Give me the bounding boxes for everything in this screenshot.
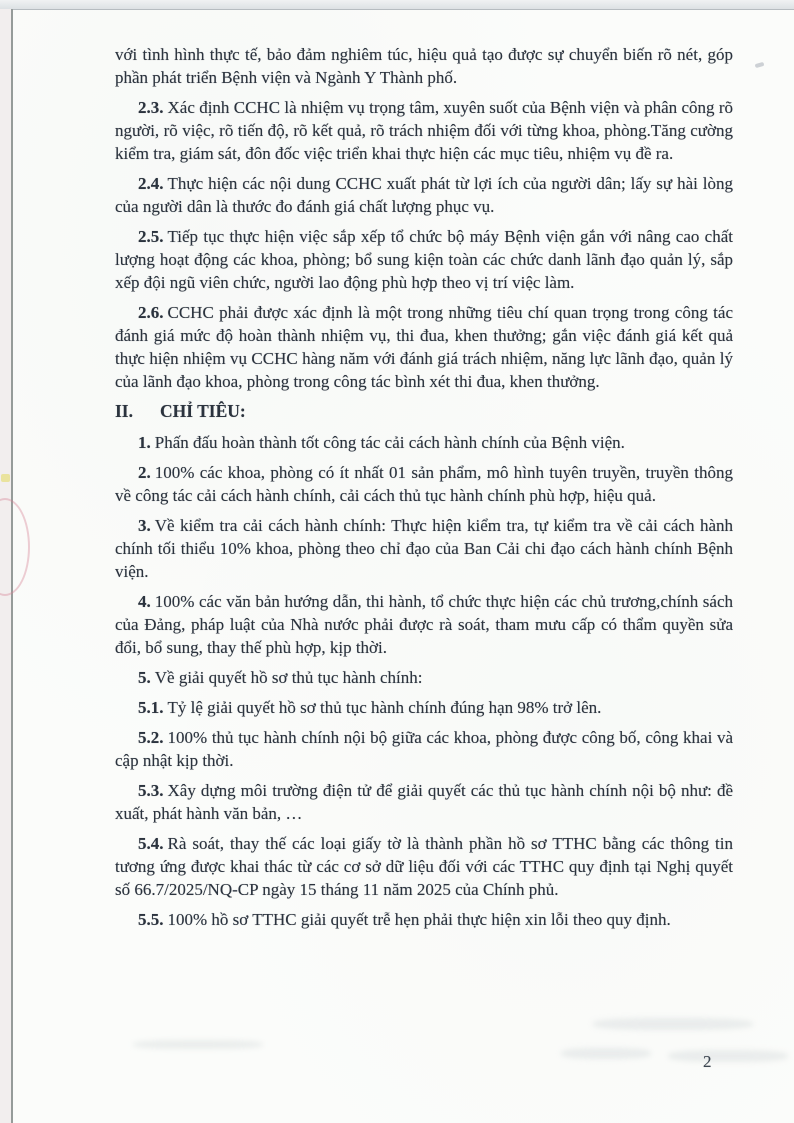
section-heading — [115, 400, 733, 423]
item-number: 3. — [138, 516, 151, 535]
paragraph-2-6 — [115, 301, 733, 393]
paragraph-5-4 — [115, 832, 733, 901]
paragraph-1 — [115, 431, 733, 454]
paragraph-2-3 — [115, 96, 733, 165]
paragraph-text: 100% hồ sơ TTHC giải quyết trễ hẹn phải thực hiện xin lỗi theo quy định. — [167, 910, 671, 929]
paragraph-text: Xác định CCHC là nhiệm vụ trọng tâm, xuyên suốt của Bệnh viện và phân công rõ người, rõ việc, rõ tiến độ, rõ kết quả, rõ trách nhiệm đối với từng khoa, phòng.Tăng cường kiểm tra, giám sát, đôn đốc việc triển khai thực hiện các mục tiêu, nhiệm vụ đề ra. — [115, 98, 733, 163]
ink-bleed-artifact — [668, 1050, 788, 1062]
section-title: CHỈ TIÊU: — [160, 401, 246, 421]
item-number: 2.5. — [138, 227, 164, 246]
pencil-mark-artifact — [755, 62, 765, 68]
paragraph-text: 100% các khoa, phòng có ít nhất 01 sản phẩm, mô hình tuyên truyền, truyền thông về công tác cải cách hành chính, cải cách thủ tục hành chính phù hợp, hiệu quả. — [115, 463, 733, 505]
paragraph-text: Thực hiện các nội dung CCHC xuất phát từ lợi ích của người dân; lấy sự hài lòng của người dân là thước đo đánh giá chất lượng phục vụ. — [115, 174, 733, 216]
item-number: 4. — [138, 592, 151, 611]
paragraph-continuation — [115, 43, 733, 89]
ink-bleed-artifact — [561, 1048, 651, 1059]
page-number: 2 — [703, 1052, 712, 1071]
item-number: 5.1. — [138, 698, 164, 717]
section-numeral: II. — [115, 401, 133, 421]
item-number: 5. — [138, 668, 151, 687]
paragraph-5-2 — [115, 726, 733, 772]
paragraph-2 — [115, 461, 733, 507]
paragraph-4 — [115, 590, 733, 659]
paragraph-5-1 — [115, 696, 733, 719]
paragraph-text: Về giải quyết hồ sơ thủ tục hành chính: — [154, 668, 423, 687]
paragraph-text: Xây dựng môi trường điện tử để giải quyết các thủ tục hành chính nội bộ như: đề xuất, phát hành văn bản, … — [115, 781, 733, 823]
edge-speck-artifact — [1, 474, 10, 482]
paragraph-text: Tiếp tục thực hiện việc sắp xếp tổ chức bộ máy Bệnh viện gắn với nâng cao chất lượng hoạt động các khoa, phòng; bổ sung kiện toàn các chức danh lãnh đạo quản lý, sắp xếp đội ngũ viên chức, người lao động phù hợp theo vị trí việc làm. — [115, 227, 733, 292]
document-body — [115, 43, 733, 938]
paragraph-text: Về kiểm tra cải cách hành chính: Thực hiện kiểm tra, tự kiểm tra về cải cách hành chính tối thiểu 10% khoa, phòng theo chỉ đạo của Ban Cải chi đạo cách hành chính Bệnh viện. — [115, 516, 733, 581]
paragraph-5 — [115, 666, 733, 689]
document-page — [13, 10, 794, 1123]
ink-bleed-artifact — [133, 1040, 263, 1049]
paragraph-text: với tình hình thực tế, bảo đảm nghiêm túc, hiệu quả tạo được sự chuyển biến rõ nét, góp phần phát triển Bệnh viện và Ngành Y Thành phố. — [115, 45, 733, 87]
paragraph-text: Tỷ lệ giải quyết hồ sơ thủ tục hành chính đúng hạn 98% trở lên. — [167, 698, 602, 717]
paragraph-2-4 — [115, 172, 733, 218]
paragraph-text: Rà soát, thay thế các loại giấy tờ là thành phần hồ sơ TTHC bằng các thông tin tương ứng được khai thác từ các cơ sở dữ liệu đối với các TTHC quy định tại Nghị quyết số 66.7/2025/NQ-CP ngày 15 tháng 11 năm 2025 của Chính phủ. — [115, 834, 733, 899]
item-number: 2.3. — [138, 98, 164, 117]
paragraph-text: 100% thủ tục hành chính nội bộ giữa các khoa, phòng được công bố, công khai và cập nhật kịp thời. — [115, 728, 733, 770]
item-number: 5.4. — [138, 834, 164, 853]
paragraph-text: 100% các văn bản hướng dẫn, thi hành, tổ chức thực hiện các chủ trương,chính sách của Đảng, pháp luật của Nhà nước phải được rà soát, tham mưu cấp có thẩm quyền sửa đổi, bổ sung, thay thế phù hợp, kịp thời. — [115, 592, 733, 657]
item-number: 2.4. — [138, 174, 164, 193]
paragraph-5-5 — [115, 908, 733, 931]
scanner-edge-top — [0, 0, 794, 10]
ink-bleed-artifact — [593, 1018, 753, 1030]
item-number: 2.6. — [138, 303, 164, 322]
item-number: 2. — [138, 463, 151, 482]
paragraph-text: Phấn đấu hoàn thành tốt công tác cải cách hành chính của Bệnh viện. — [154, 433, 625, 452]
item-number: 5.3. — [138, 781, 164, 800]
paragraph-3 — [115, 514, 733, 583]
paragraph-2-5 — [115, 225, 733, 294]
item-number: 5.2. — [138, 728, 164, 747]
item-number: 1. — [138, 433, 151, 452]
item-number: 5.5. — [138, 910, 164, 929]
paragraph-5-3 — [115, 779, 733, 825]
paragraph-text: CCHC phải được xác định là một trong những tiêu chí quan trọng trong công tác đánh giá mức độ hoàn thành nhiệm vụ, thi đua, khen thưởng; gắn việc đánh giá kết quả thực hiện nhiệm vụ CCHC hàng năm với đánh giá trách nhiệm, năng lực lãnh đạo, quản lý của lãnh đạo khoa, phòng trong công tác bình xét thi đua, khen thưởng. — [115, 303, 733, 391]
